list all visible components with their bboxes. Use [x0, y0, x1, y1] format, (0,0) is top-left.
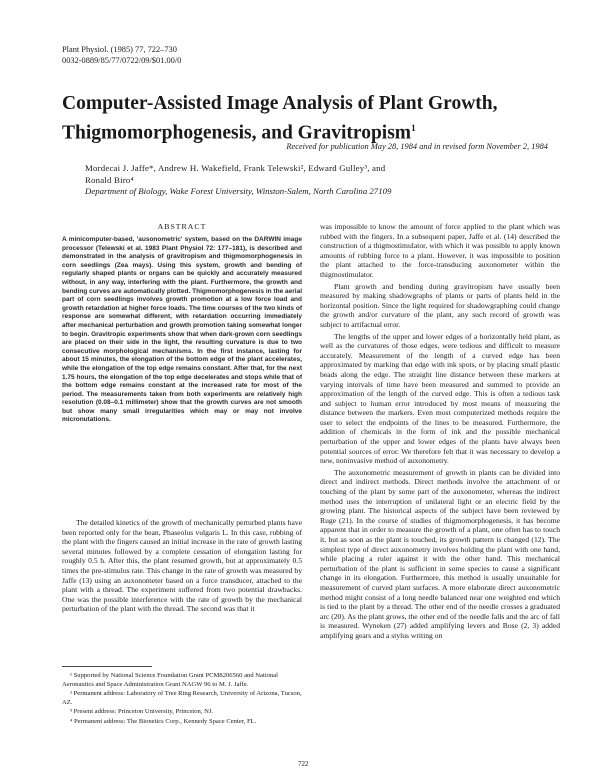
abstract-heading: ABSTRACT: [157, 222, 207, 231]
paragraph: was impossible to know the amount of force applied to the plant which was rubbed with the fingers. In a subsequent paper, Jaffe et al. (14) described the construction of a thigmostimulator, with which it was possible to apply known amounts of rubbing force to a plant. However, it was impossible to position the plant attached to the force-transducing auxonometer within the thigmostimulator.: [320, 222, 560, 279]
page-number: 722: [298, 760, 309, 768]
journal-header: [62, 44, 181, 66]
journal-citation: Plant Physiol. (1985) 77, 722–730: [62, 45, 177, 54]
title-footnote-mark: 1: [411, 123, 416, 133]
right-column: [320, 222, 560, 643]
author-list: [85, 162, 555, 186]
footnotes: [62, 672, 302, 728]
footnote-2: ² Permanent address: Laboratory of Tree Ring Research, University of Arizona, Tucson, AZ.: [62, 690, 302, 706]
authors-line-2: Ronald Biro⁴: [85, 175, 134, 185]
journal-issn: 0032-0889/85/77/0722/09/$01.00/0: [62, 56, 182, 65]
paragraph: The auxonometric measurement of growth in plants can be divided into direct and indirect methods. Direct methods involve the attachment of or touching of the plant by some part of the auxonometer, whereas the indirect method uses the interruption of unilateral light or an electric field by the growing plant. The historical aspects of the subject have been reviewed by Ruge (21). In the course of studies of thigmomorphogenesis, it has become apparent that in order to measure the growth of a plant, one often has to touch it, but as soon as the plant is touched, its growth pattern is changed (12). The simplest type of direct auxonometry involves holding the plant with one hand, while placing a ruler against it with the other hand. This mechanical perturbation of the plant is sufficient in some species to cause a significant change in its elongation. Furthermore, this method is usually unsuitable for measurement of curved plant surfaces. A more elaborate direct auxonometric method might consist of a long needle balanced near one weighted end which is tied to the plant by a thread. The other end of the needle crosses a graduated arc (20). As the plant grows, the other end of the needle falls and the arc of fall is measured. Wyneken (27) added amplifying levers and Bose (2, 3) added amplifying gears and a stylus writing on: [320, 467, 560, 640]
paragraph: Plant growth and bending during gravitropism have usually been measured by making shadowgraphs of plants or parts of plants held in the horizontal position. Since the light required for shadowgraphing could change the growth and/or curvature of the plant, any such record of growth was subject to artifactual error.: [320, 281, 560, 329]
footnote-divider: [62, 666, 152, 667]
paragraph: The lengths of the upper and lower edges of a horizontally held plant, as well as the curvatures of those edges, were tedious and difficult to measure accurately. Measurement of the length of a curved edge has been approximated by marking that edge with ink spots, or by placing small plastic beads along the edge. The straight line distance between these markers at varying intervals of time have been measured and summed to provide an approximation of the length of the curved edge. This is often a tedious task and subject to human error introduced by most means of measuring the distance between the markers. Even most computerized methods require the user to select the endpoints of the lines to be measured. Furthermore, the addition of chemicals in the form of ink and the possible mechanical perturbation of the upper and lower edges of the plants have always been potential sources of error. We therefore felt that it was necessary to develop a new, noninvasive method of auxonometry.: [320, 331, 560, 466]
department-affiliation: Department of Biology, Wake Forest University, Winston-Salem, North Carolina 27109: [85, 186, 392, 196]
title-line-2-text: Thigmomorphogenesis, and Gravitropism: [62, 122, 412, 144]
authors-line-1: Mordecai J. Jaffe*, Andrew H. Wakefield, Frank Telewski², Edward Gulley³, and: [85, 163, 386, 173]
intro-left-column: [62, 518, 302, 614]
abstract-text: A minicomputer-based, 'ausonometric' system, based on the DARWIN image processor (Telewski et al. 1983 Plant Physiol 72: 177–181), is described and demonstrated in the analysis of gravitropism and thigmomorphogenesis in corn seedlings (Zea mays). Using this system, growth and bending of regularly shaped plants or organs can be quickly and accurately measured without, in any way, interfering with the plant. Furthermore, the growth and bending curves are automatically plotted. Thigmomorphogenesis in the aerial part of corn seedlings involves growth promotion at a low force load and growth retardation at higher force loads. The time courses of the two kinds of response are somewhat different, with retardation occurring immediately after mechanical perturbation and growth promotion taking somewhat longer to begin. Gravitropic experiments show that when dark-grown corn seedlings are placed on their side in the light, the resulting curvature is due to two consecutive morphological mechanisms. In the first instance, lasting for about 15 minutes, the elongation of the bottom edge of the plant accelerates, while the elongation of the top edge remains constant. After that, for the next 1.75 hours, the elongation of the top edge decelerates and stops while that of the bottom edge remains constant at the increased rate for most of the period. The measurements taken from both experiments are relatively high resolution (0.08–0.1 millimeter) show that the growth curves are not smooth but show many small irregularities which may or may not involve micronutations.: [62, 236, 302, 424]
footnote-4: ⁴ Permanent address: The Bionetics Corp., Kennedy Space Center, FL.: [70, 717, 257, 725]
received-date: Received for publication May 28, 1984 and in revised form November 2, 1984: [286, 142, 548, 151]
footnote-3: ³ Present address: Princeton University, Princeton, NJ.: [70, 708, 214, 716]
paragraph: The detailed kinetics of the growth of mechanically perturbed plants have been reported only for the bean, Phaseolus vulgaris L. In this case, rubbing of the plant with the fingers caused an initial increase in the rate of growth lasting several minutes followed by a complete cessation of elongation lasting for roughly 0.5 h. After this, the plant resumed growth, but at approximately 0.5 times the pre-stimulus rate. This change in the rate of growth was measured by Jaffe (13) using an auxonometer based on a force transducer, attached to the plant with a thread. The experiment suffered from two potential drawbacks. One was the possible interference with the rate of growth by the mechanical perturbation of the plant with the thread. The second was that it: [62, 518, 302, 614]
article-title: [62, 92, 562, 146]
footnote-1: ¹ Supported by National Science Foundation Grant PCM8206560 and National Aeronautics and Space Administration Grant NAGW 96 to M. J. Jaffe.: [62, 672, 279, 688]
title-line-1: Computer-Assisted Image Analysis of Plant Growth,: [62, 93, 498, 114]
